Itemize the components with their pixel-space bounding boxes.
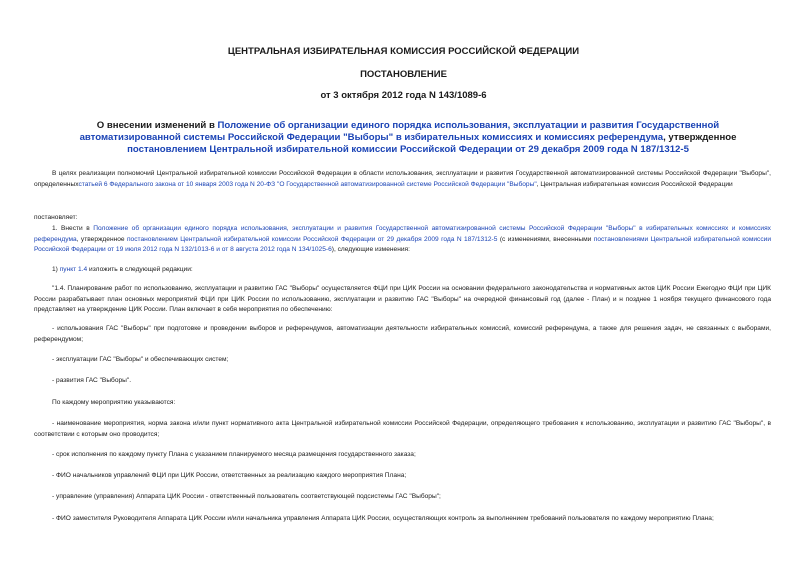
regulation-link[interactable]: Положение об организации единого порядка использования, эксплуатации и развития Государственной автоматизированной системы Российской Федерации "Выборы" в избирательных комиссиях и комиссиях референдума [79,120,720,143]
item-1-resolution-link[interactable]: постановлением Центральной избирательной комиссии Российской Федерации от 29 декабря 2009 года N 187/1312-5 [126,235,498,243]
preamble-text: В целях реализации полномочий Центральной избирательной комиссии Российской Федерации в области использования, эксплуатации и развития Государственной автоматизированной системы Российской Федерации "Выборы", определенных [34,170,771,188]
list-item-development: - развития ГАС "Выборы". [52,377,132,384]
federal-law-link[interactable]: статьей 6 Федерального закона от 10 января 2003 года N 20-ФЗ "О Государственной автоматизированной системе Российской Федерации "Выборы" [78,180,537,188]
item-1-text: 1. Внести в [52,225,94,232]
list-item-operation: - эксплуатации ГАС "Выборы" и обеспечивающих систем; [52,356,229,363]
list-item-event-name: - наименование мероприятия, норма закона и/или пункт нормативного акта Центральной избирательной комиссии Российской Федерации, определяющего требования к использованию, эксплуатации и развитию ГАС "Выборы", в соответствии с которым оно проводится; [34,420,771,438]
issuing-organization: ЦЕНТРАЛЬНАЯ ИЗБИРАТЕЛЬНАЯ КОМИССИЯ РОССИЙСКОЙ ФЕДЕРАЦИИ [227,46,580,57]
subitem-1-text: изложить в следующей редакции: [87,266,193,273]
resolution-link[interactable]: постановлением Центральной избирательной комиссии Российской Федерации от 29 декабря 2009 года N 187/1312-5 [127,144,689,155]
item-1-text-4: ), следующие изменения: [331,246,410,254]
document-type: ПОСТАНОВЛЕНИЕ [360,69,447,80]
list-item-usage: - использования ГАС "Выборы" при подготовке и проведении выборов и референдумов, автоматизации деятельности избирательных комиссий, комиссий референдума, а также для решения задач, не связанных с выборами, референдумом; [34,325,771,343]
document-title [48,120,768,156]
item-1-text-2: , утвержденное [76,235,127,243]
per-event-heading: По каждому мероприятию указываются: [52,399,176,406]
item-1-text-3: (с изменениями, внесенными [497,235,594,243]
title-middle: , утвержденное [663,132,737,143]
item-1-regulation-link[interactable]: Положение об организации единого порядка использования, эксплуатации и развития Государственной автоматизированной системы Российской Федерации "Выборы" в избирательных комиссиях и комиссиях референдума [34,225,771,243]
list-item-deadline: - срок исполнения по каждому пункту Плана с указанием планируемого месяца размещения государственного заказа; [52,451,416,458]
subitem-1-paragraph [34,265,771,276]
preamble-paragraph [34,169,771,190]
clause-1-4-paragraph: "1.4. Планирование работ по использованию, эксплуатации и развитию ГАС "Выборы" осуществляется ФЦИ при ЦИК России на основании федерального законодательства и нормативных актов ЦИК России Ежегодно ФЦИ при ЦИК России разрабатывает план основных мероприятий ФЦИ при ЦИК России по использованию, эксплуатации и развитию ГАС "Выборы" на очередной финансовый год (далее - План) и н позднее 1 ноября текущего финансового года представляет на утверждение ЦИК России. План включает в себя мероприятия по обеспечению: [34,285,771,314]
clause-1-4-link[interactable]: пункт 1.4 [59,266,88,273]
list-item-responsible-department: - управление (управления) Аппарата ЦИК России - ответственный пользователь соответствующей подсистемы ГАС "Выборы"; [52,493,441,500]
title-prefix: О внесении изменений в [96,120,218,131]
list-item-responsible-heads: - ФИО начальников управлений ФЦИ при ЦИК России, ответственных за реализацию каждого мероприятия Плана; [52,472,407,479]
list-item-control-officials: - ФИО заместителя Руководителя Аппарата ЦИК России и/или начальника управления Аппарата ЦИК России, осуществляющих контроль за выполнением требований пользователя по каждому мероприятию Плана; [52,515,714,522]
subitem-1-number: 1) [52,266,60,273]
resolves-paragraph: постановляет: [34,214,78,221]
document-date-number: от 3 октября 2012 года N 143/1089-6 [320,90,487,101]
item-1-paragraph [34,224,771,256]
preamble-text-end: , Центральная избирательная комиссия Российской Федерации [536,180,733,188]
item-1-amendments-link[interactable]: постановлениями Центральной избирательной комиссии Российской Федерации от 19 июля 2012 года N 132/1013-6 и от 8 августа 2012 года N 134/1025-6 [34,235,772,254]
